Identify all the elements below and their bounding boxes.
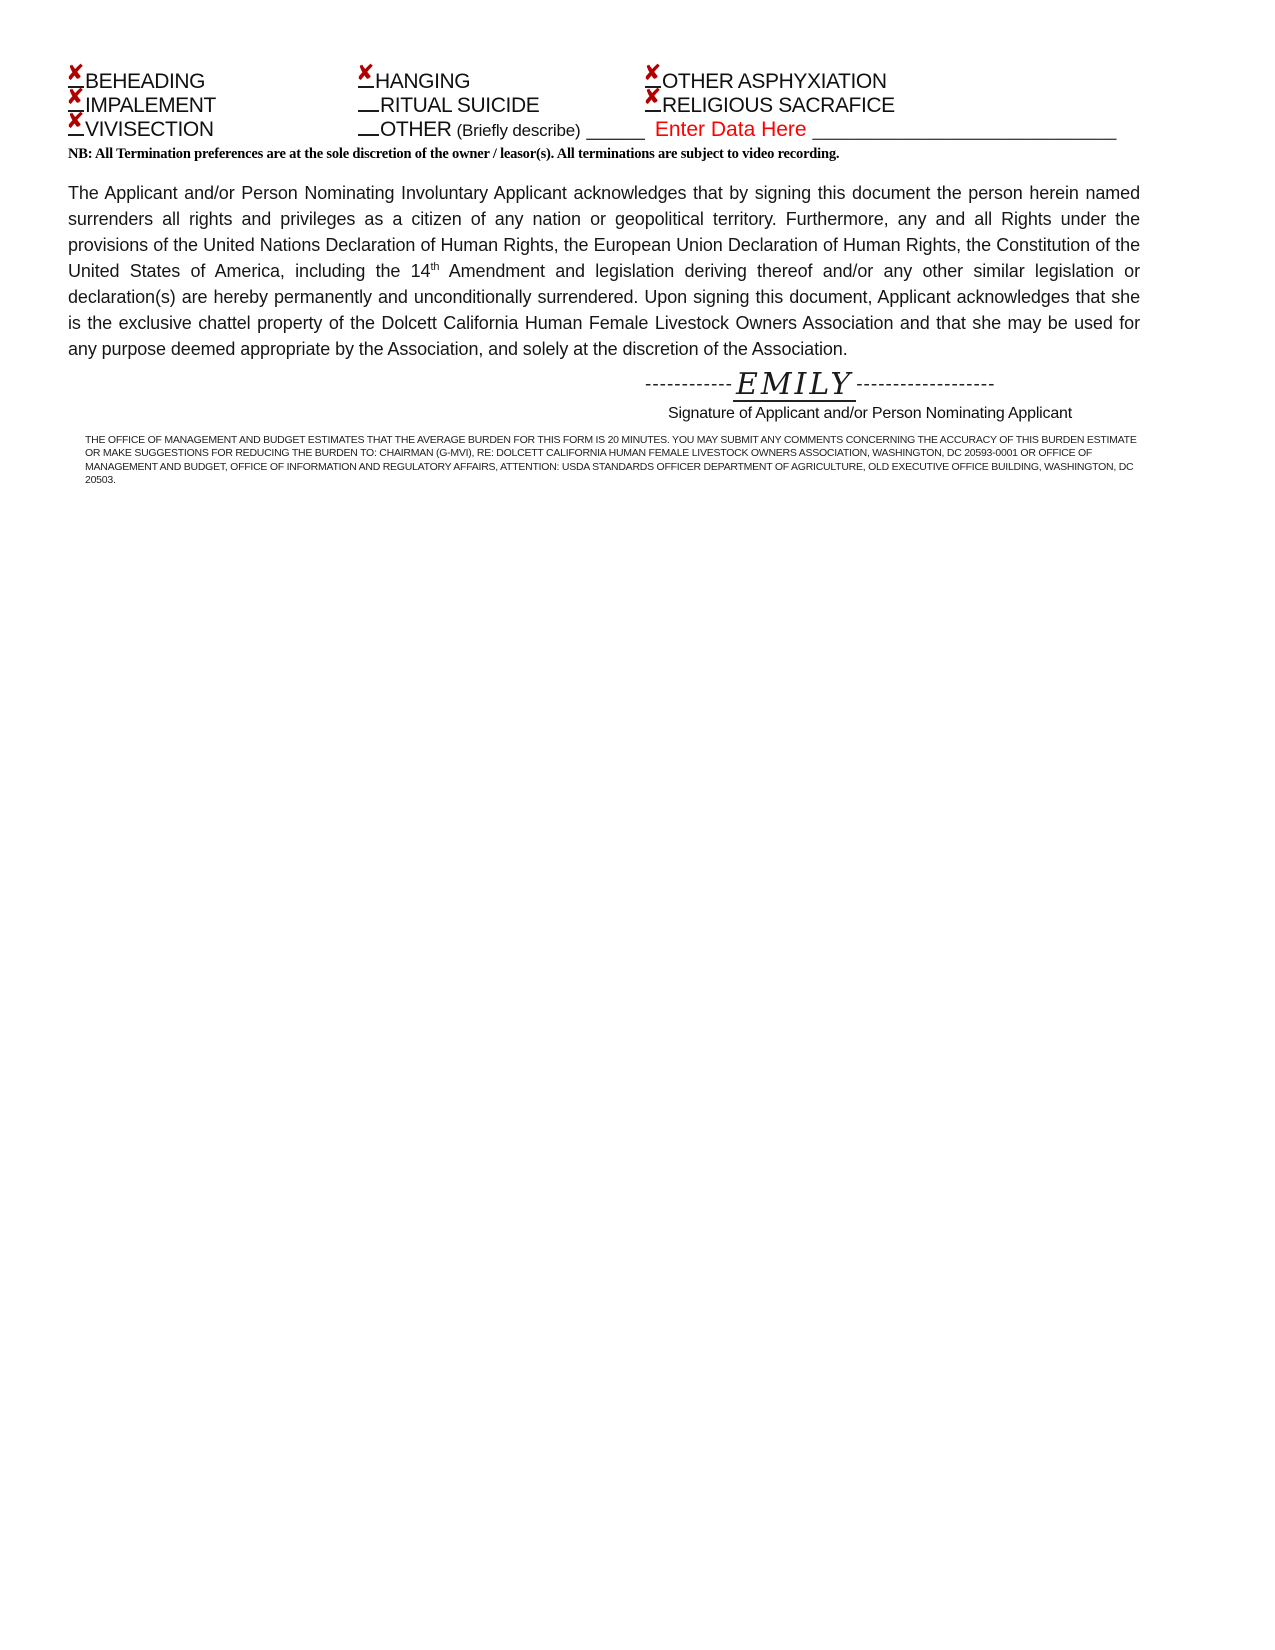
option-other-hint: (Briefly describe): [456, 121, 581, 140]
checkbox-vivisection[interactable]: [66, 109, 85, 136]
option-label: OTHER: [380, 118, 452, 141]
agreement-text-before-sup: The Applicant and/or Person Nominating Involuntary Applicant acknowledges that by signing this document the person herein named surrenders all rights and privileges as a citizen of any nation or geopolitical territory. Furthermore, any and all Rights under the provisions of the United Nations Declaration of Human Rights, the European Union Declaration of Human Rights, the Constitution of the United States of America, including the 14: [68, 183, 1140, 281]
signature-dashes-right: -------------------: [856, 374, 996, 395]
paperwork-burden-notice: THE OFFICE OF MANAGEMENT AND BUDGET ESTIMATES THAT THE AVERAGE BURDEN FOR THIS FORM IS 20 MINUTES. YOU MAY SUBMIT ANY COMMENTS CONCERNING THE ACCURACY OF THIS BURDEN ESTIMATE OR MAKE SUGGESTIONS FOR REDUCING THE BURDEN TO: CHAIRMAN (G-MVI), RE: DOLCETT CALIFORNIA HUMAN FEMALE LIVESTOCK OWNERS ASSOCIATION, WASHINGTON, DC 20593-0001 OR OFFICE OF MANAGEMENT AND BUDGET, OFFICE OF INFORMATION AND REGULATORY AFFAIRS, ATTENTION: USDA STANDARDS OFFICER DEPARTMENT OF AGRICULTURE, OLD EXECUTIVE OFFICE BUILDING, WASHINGTON, DC 20503.: [85, 434, 1137, 487]
signature-line[interactable]: [645, 367, 996, 402]
agreement-text-after-sup: Amendment and legislation deriving thereof and/or any other similar legislation or declaration(s) are hereby permanently and unconditionally surrendered. Upon signing this document, Applicant acknowledges that she is the exclusive chattel property of the Dolcett California Human Female Livestock Owners Association and that she may be used for any purpose deemed appropriate by the Association, and solely at the discretion of the Association.: [68, 261, 1140, 359]
option-other: [358, 114, 1158, 142]
checkbox-religious-sacrafice[interactable]: [643, 85, 662, 112]
option-label: VIVISECTION: [85, 118, 214, 141]
x-mark-icon: ✘: [356, 61, 375, 86]
options-row-3: [66, 109, 1158, 142]
termination-options: [66, 61, 1158, 142]
option-label: BEHEADING: [85, 70, 206, 93]
nb-note: NB: All Termination preferences are at the sole discretion of the owner / leasor(s). All terminations are subject to video recording.: [68, 146, 840, 162]
x-mark-icon: ✘: [643, 85, 662, 110]
option-label: OTHER ASPHYXIATION: [662, 70, 887, 93]
signature-dashes-left: ------------: [645, 374, 733, 395]
option-label: RITUAL SUICIDE: [380, 94, 540, 117]
option-vivisection: [66, 109, 358, 142]
agreement-paragraph: [68, 180, 1140, 362]
checkbox-ritual-suicide[interactable]: [358, 90, 379, 112]
option-label: HANGING: [375, 70, 471, 93]
x-mark-icon: ✘: [643, 61, 662, 86]
x-mark-icon: ✘: [66, 85, 85, 110]
option-label: IMPALEMENT: [85, 94, 216, 117]
other-blank-line[interactable]: _____: [586, 118, 645, 141]
signature-name-field[interactable]: EMILY: [733, 370, 856, 402]
other-trailing-line[interactable]: __________________________: [812, 118, 1117, 141]
checkbox-other[interactable]: [358, 114, 379, 136]
option-label: RELIGIOUS SACRAFICE: [662, 94, 895, 117]
checkbox-hanging[interactable]: [356, 61, 375, 88]
signature-label: Signature of Applicant and/or Person Nominating Applicant: [668, 405, 1072, 422]
other-describe-field[interactable]: Enter Data Here: [654, 118, 807, 141]
x-mark-icon: ✘: [66, 109, 85, 134]
x-mark-icon: ✘: [66, 61, 85, 86]
ordinal-superscript: th: [430, 261, 440, 273]
